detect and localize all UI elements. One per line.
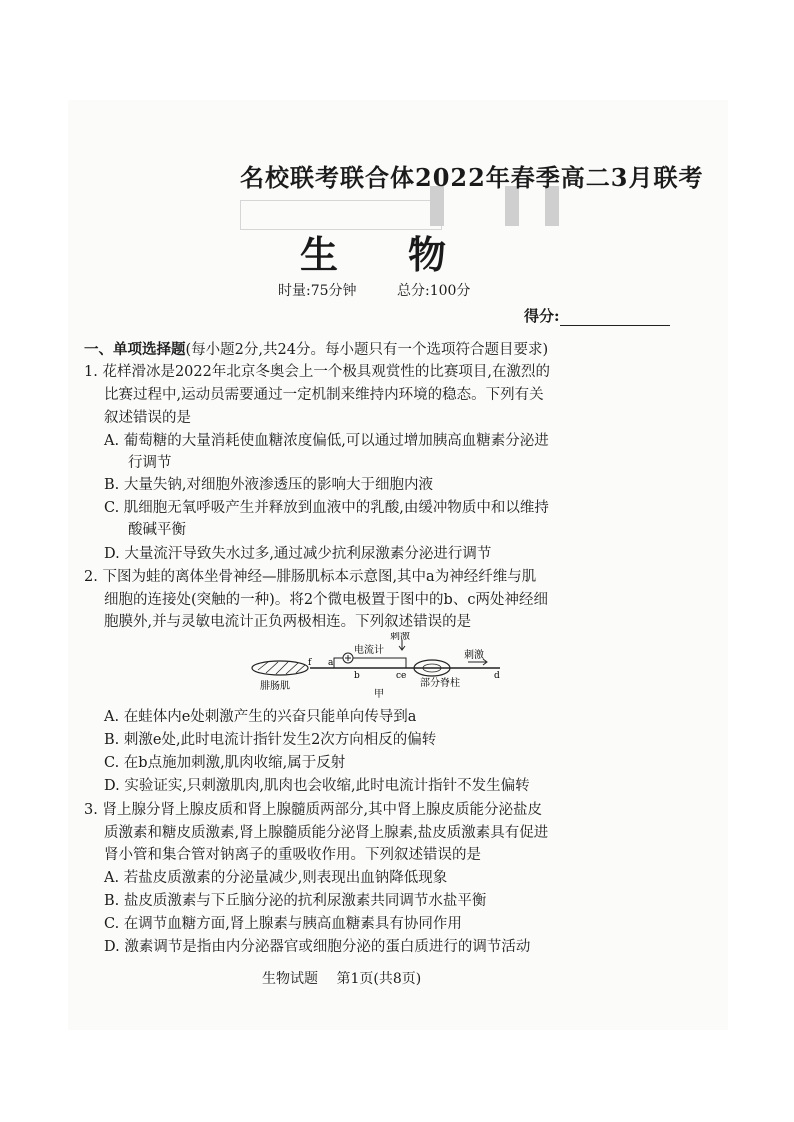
- footer-page: 第1页(共8页): [336, 971, 422, 987]
- total-score: 总分:100分: [396, 283, 471, 299]
- q3-option-c[interactable]: C. 在调节血糖方面,肾上腺素与胰高血糖素具有协同作用: [104, 916, 462, 932]
- diagram-caption: 甲: [374, 689, 384, 698]
- label-muscle: 腓肠肌: [260, 681, 290, 692]
- section-note: (每小题2分,共24分。每小题只有一个选项符合题目要求): [185, 342, 549, 358]
- label-stimulus-right: 刺激: [464, 650, 484, 661]
- q1-option-c-cont: 酸碱平衡: [128, 522, 186, 538]
- q1-stem-line: 1. 花样滑冰是2022年北京冬奥会上一个极具观赏性的比赛项目,在激烈的: [84, 364, 550, 380]
- label-galvanometer: 电流计: [354, 645, 384, 656]
- exam-title: 名校联考联合体2022年春季高二3月联考: [240, 163, 704, 192]
- q2-option-d[interactable]: D. 实验证实,只刺激肌肉,肌肉也会收缩,此时电流计指针不发生偏转: [104, 778, 530, 794]
- q3-option-b[interactable]: B. 盐皮质激素与下丘脑分泌的抗利尿激素共同调节水盐平衡: [104, 893, 487, 909]
- q2-option-b[interactable]: B. 刺激e处,此时电流计指针发生2次方向相反的偏转: [104, 732, 437, 748]
- footer-subject: 生物试题: [262, 971, 318, 987]
- q3-stem-line: 质激素和糖皮质激素,肾上腺髓质能分泌肾上腺素,盐皮质激素具有促进: [104, 825, 549, 841]
- q2-stem-line: 2. 下图为蛙的离体坐骨神经—腓肠肌标本示意图,其中a为神经纤维与肌: [84, 569, 537, 585]
- label-spinal: 部分脊柱: [420, 678, 460, 689]
- q3-stem-line: 3. 肾上腺分肾上腺皮质和肾上腺髓质两部分,其中肾上腺皮质能分泌盐皮: [84, 802, 543, 818]
- label-f: f: [308, 658, 312, 668]
- q1-stem-line: 比赛过程中,运动员需要通过一定机制来维持内环境的稳态。下列有关: [104, 387, 544, 403]
- score-blank[interactable]: [560, 311, 670, 326]
- label-b: b: [354, 671, 360, 681]
- q3-stem-line: 肾小管和集合管对钠离子的重吸收作用。下列叙述错误的是: [104, 847, 481, 863]
- q1-option-a-cont: 行调节: [128, 455, 172, 471]
- label-d: d: [494, 671, 500, 681]
- q2-stem-line: 细胞的连接处(突触的一种)。将2个微电极置于图中的b、c两处神经细: [104, 592, 548, 608]
- q3-option-a[interactable]: A. 若盐皮质激素的分泌量减少,则表现出血钠降低现象: [104, 870, 448, 886]
- section-heading: [84, 338, 548, 359]
- label-stimulus-top: 刺激: [390, 632, 410, 642]
- page-footer: [262, 968, 421, 988]
- time-limit: 时量:75分钟: [278, 283, 357, 299]
- score-label: 得分:: [524, 307, 560, 325]
- score-field[interactable]: [524, 305, 670, 326]
- q2-option-a[interactable]: A. 在蛙体内e处刺激产生的兴奋只能单向传导到a: [104, 709, 417, 725]
- q2-stem-line: 胞膜外,并与灵敏电流计正负两极相连。下列叙述错误的是: [104, 614, 472, 630]
- section-title: 一、单项选择题: [84, 341, 186, 358]
- q1-option-a[interactable]: A. 葡萄糖的大量消耗使血糖浓度偏低,可以通过增加胰高血糖素分泌进: [104, 433, 549, 449]
- exam-meta: [278, 280, 470, 300]
- label-a: a: [328, 658, 334, 668]
- subject-name: 生物: [300, 232, 517, 277]
- q2-option-c[interactable]: C. 在b点施加刺激,肌肉收缩,属于反射: [104, 755, 346, 771]
- q1-option-b[interactable]: B. 大量失钠,对细胞外液渗透压的影响大于细胞内液: [104, 477, 433, 493]
- q1-stem-line: 叙述错误的是: [104, 410, 191, 426]
- label-ce: ce: [396, 671, 407, 681]
- frog-nerve-muscle-diagram: [250, 632, 512, 698]
- q3-option-d[interactable]: D. 激素调节是指由内分泌器官或细胞分泌的蛋白质进行的调节活动: [104, 939, 531, 955]
- q1-option-c[interactable]: C. 肌细胞无氧呼吸产生并释放到血液中的乳酸,由缓冲物质中和以维持: [104, 500, 549, 516]
- q1-option-d[interactable]: D. 大量流汗导致失水过多,通过减少抗利尿激素分泌进行调节: [104, 546, 492, 562]
